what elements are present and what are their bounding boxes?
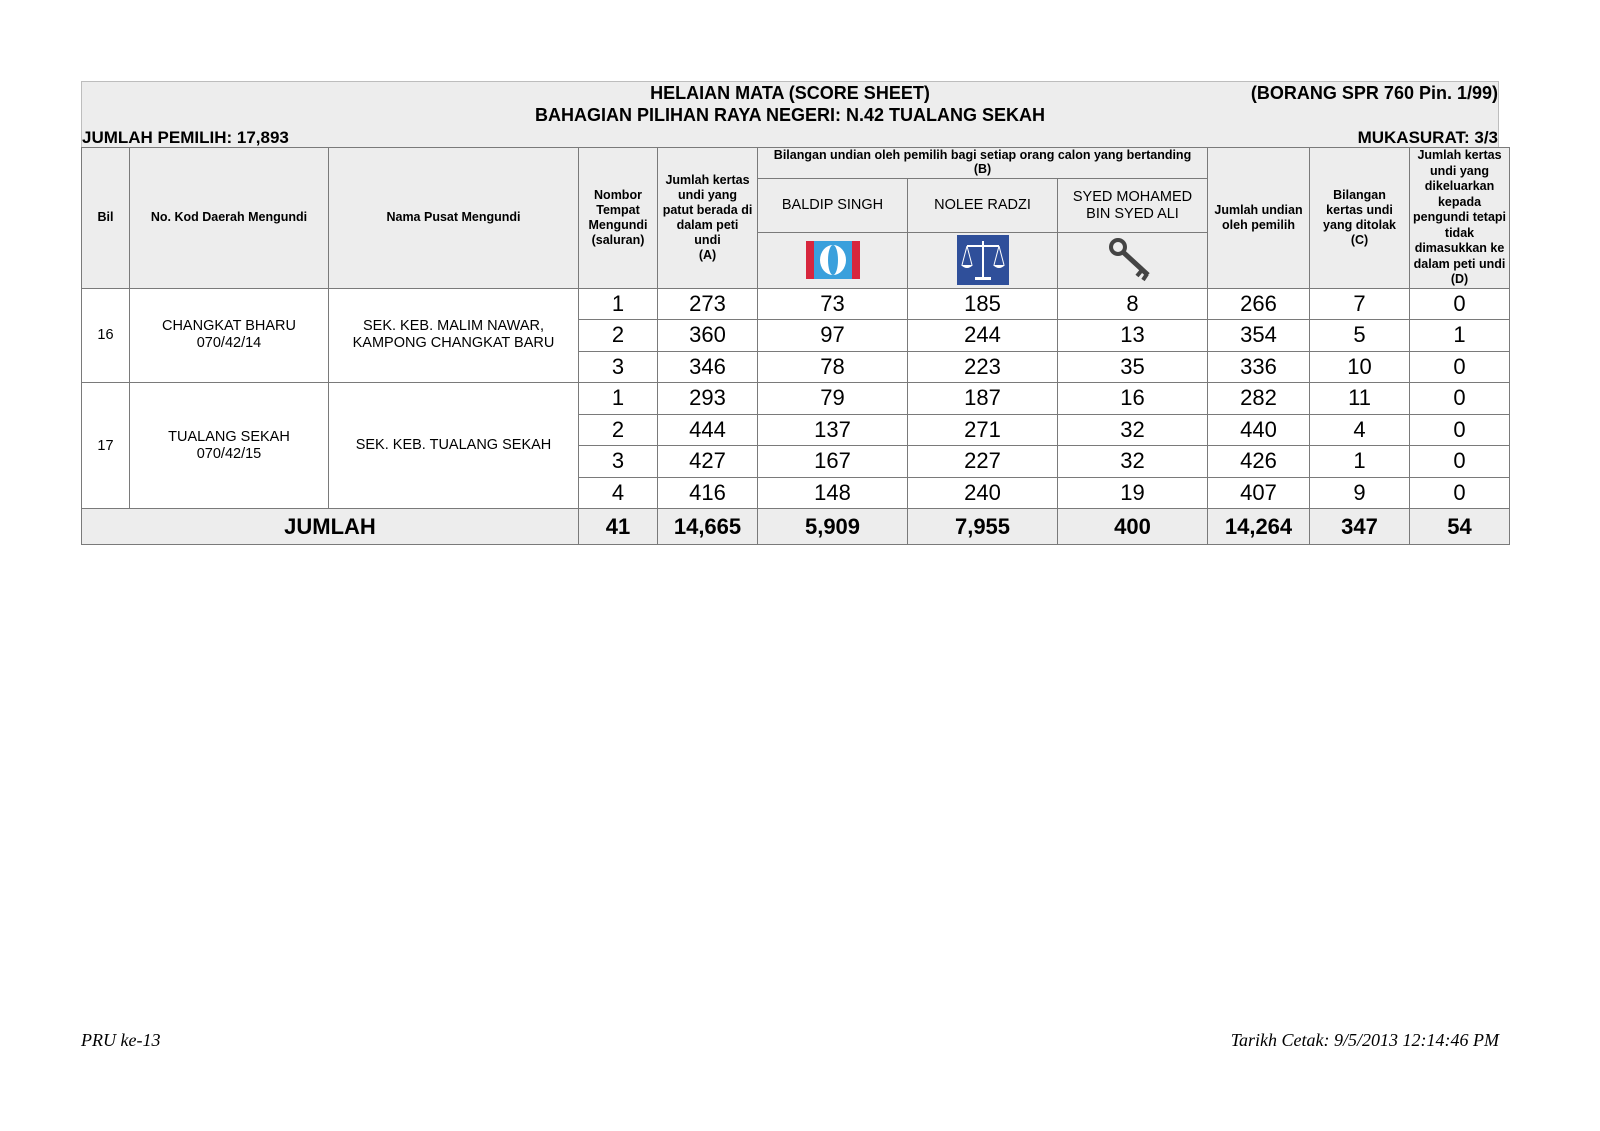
cell-channel: 4 (579, 477, 658, 509)
page-number: MUKASURAT: 3/3 (1357, 128, 1498, 147)
candidate-name-1: BALDIP SINGH (758, 179, 908, 233)
cell-papers: 427 (658, 446, 758, 478)
cell-papers: 273 (658, 288, 758, 320)
cell-c1: 167 (758, 446, 908, 478)
cell-papers: 360 (658, 320, 758, 352)
cell-votes: 266 (1208, 288, 1310, 320)
candidate-symbol-3 (1058, 232, 1208, 288)
cell-channel: 1 (579, 383, 658, 415)
footer-print-date: Tarikh Cetak: 9/5/2013 12:14:46 PM (1230, 1030, 1499, 1050)
cell-c3: 8 (1058, 288, 1208, 320)
cell-c1: 73 (758, 288, 908, 320)
cell-rejected: 4 (1310, 414, 1410, 446)
cell-c2: 227 (908, 446, 1058, 478)
cell-channel: 3 (579, 446, 658, 478)
footer-election: PRU ke-13 (81, 1030, 161, 1050)
cell-unreturned: 0 (1410, 351, 1510, 383)
total-papers: 14,665 (658, 509, 758, 545)
district-code: 070/42/14 (196, 335, 262, 352)
cell-channel: 2 (579, 320, 658, 352)
cell-c2: 187 (908, 383, 1058, 415)
cell-rejected: 5 (1310, 320, 1410, 352)
candidate-symbol-1 (758, 232, 908, 288)
col-district-code: No. Kod Daerah Mengundi (130, 148, 329, 289)
candidate-symbol-2 (908, 232, 1058, 288)
total-row (82, 509, 1510, 545)
cell-votes: 440 (1208, 414, 1310, 446)
col-votes: Jumlah undian oleh pemilih (1208, 148, 1310, 289)
cell-unreturned: 0 (1410, 446, 1510, 478)
total-c3: 400 (1058, 509, 1208, 545)
col-unreturned: Jumlah kertas undi yang dikeluarkan kepada pengundi tetapi tidak dimasukkan ke dalam peti undi (D) (1410, 148, 1510, 289)
total-rejected: 347 (1310, 509, 1410, 545)
row-centre: SEK. KEB. TUALANG SEKAH (329, 383, 579, 509)
cell-c1: 78 (758, 351, 908, 383)
cell-c1: 79 (758, 383, 908, 415)
col-channel: Nombor Tempat Mengundi (saluran) (579, 148, 658, 289)
row-centre: SEK. KEB. MALIM NAWAR, KAMPONG CHANGKAT BARU (329, 288, 579, 383)
cell-c1: 137 (758, 414, 908, 446)
cell-rejected: 1 (1310, 446, 1410, 478)
cell-c2: 240 (908, 477, 1058, 509)
total-c2: 7,955 (908, 509, 1058, 545)
col-bil: Bil (82, 148, 130, 289)
cell-c2: 185 (908, 288, 1058, 320)
score-table (81, 147, 1510, 545)
cell-rejected: 10 (1310, 351, 1410, 383)
key-logo-icon (1108, 237, 1158, 283)
cell-unreturned: 1 (1410, 320, 1510, 352)
total-label: JUMLAH (82, 509, 579, 545)
district-name: CHANGKAT BHARU (161, 318, 296, 335)
table-row (82, 383, 1510, 415)
cell-c2: 223 (908, 351, 1058, 383)
cell-c3: 13 (1058, 320, 1208, 352)
cell-votes: 354 (1208, 320, 1310, 352)
cell-unreturned: 0 (1410, 414, 1510, 446)
cell-votes: 407 (1208, 477, 1310, 509)
cell-rejected: 9 (1310, 477, 1410, 509)
page-subtitle: BAHAGIAN PILIHAN RAYA NEGERI: N.42 TUALANG SEKAH (534, 105, 1046, 125)
district-code: 070/42/15 (196, 445, 262, 462)
row-district-code (130, 383, 329, 509)
scales-logo-icon (957, 235, 1009, 285)
cell-papers: 293 (658, 383, 758, 415)
form-code: (BORANG SPR 760 Pin. 1/99) (1250, 83, 1498, 103)
total-unreturned: 54 (1410, 509, 1510, 545)
cell-unreturned: 0 (1410, 383, 1510, 415)
cell-c2: 271 (908, 414, 1058, 446)
cell-channel: 3 (579, 351, 658, 383)
cell-votes: 336 (1208, 351, 1310, 383)
cell-c2: 244 (908, 320, 1058, 352)
cell-c1: 97 (758, 320, 908, 352)
sheet-header (81, 81, 1499, 147)
cell-papers: 444 (658, 414, 758, 446)
cell-votes: 282 (1208, 383, 1310, 415)
pkr-logo-icon (806, 241, 860, 279)
col-rejected: Bilangan kertas undi yang ditolak (C) (1310, 148, 1410, 289)
cell-papers: 416 (658, 477, 758, 509)
row-bil: 16 (82, 288, 130, 383)
row-district-code (130, 288, 329, 383)
cell-votes: 426 (1208, 446, 1310, 478)
cell-rejected: 11 (1310, 383, 1410, 415)
cell-papers: 346 (658, 351, 758, 383)
cell-channel: 1 (579, 288, 658, 320)
cell-c3: 19 (1058, 477, 1208, 509)
cell-rejected: 7 (1310, 288, 1410, 320)
col-centre: Nama Pusat Mengundi (329, 148, 579, 289)
total-channel: 41 (579, 509, 658, 545)
total-votes: 14,264 (1208, 509, 1310, 545)
cell-unreturned: 0 (1410, 288, 1510, 320)
page-title: HELAIAN MATA (SCORE SHEET) (650, 83, 930, 103)
cell-c3: 16 (1058, 383, 1208, 415)
cell-c3: 32 (1058, 414, 1208, 446)
col-candidates-group: Bilangan undian oleh pemilih bagi setiap orang calon yang bertanding (B) (758, 148, 1208, 179)
table-row (82, 288, 1510, 320)
cell-c3: 35 (1058, 351, 1208, 383)
candidate-name-2: NOLEE RADZI (908, 179, 1058, 233)
col-papers: Jumlah kertas undi yang patut berada di dalam peti undi (A) (658, 148, 758, 289)
cell-c3: 32 (1058, 446, 1208, 478)
total-c1: 5,909 (758, 509, 908, 545)
row-bil: 17 (82, 383, 130, 509)
cell-c1: 148 (758, 477, 908, 509)
total-voters: JUMLAH PEMILIH: 17,893 (82, 128, 289, 147)
cell-unreturned: 0 (1410, 477, 1510, 509)
candidate-name-3: SYED MOHAMED BIN SYED ALI (1058, 179, 1208, 233)
cell-channel: 2 (579, 414, 658, 446)
district-name: TUALANG SEKAH (168, 428, 290, 445)
